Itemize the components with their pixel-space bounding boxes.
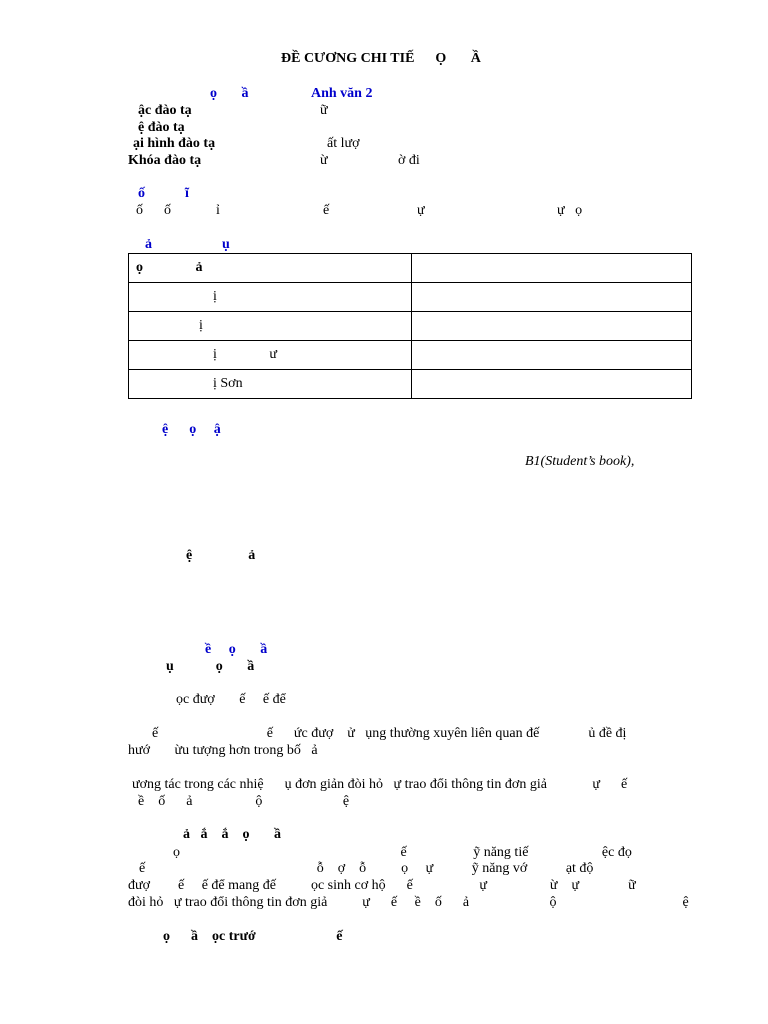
table-cell <box>412 312 692 341</box>
summary-line4: đòi hỏ ự trao đổi thông tin đơn giả ự ế ề ố ả ộ ệ <box>128 895 689 910</box>
course-name: Anh văn 2 <box>311 86 373 101</box>
table-cell: ọ ả <box>129 254 412 283</box>
objective-p3-line1: ương tác trong các nhiệ ụ đơn giản đòi hỏ ự trao đổi thông tin đơn giả ự ế <box>132 777 628 792</box>
table-row <box>129 341 692 370</box>
credits-line-a: ố ố <box>136 203 171 218</box>
type-label: ại hình đào tạ <box>133 136 216 151</box>
objective-p3-line2: ề ố ả ộ ệ <box>138 794 350 809</box>
table-row <box>129 312 692 341</box>
credits-line-c: ế <box>323 203 330 218</box>
materials-heading: ệ ọ ậ <box>162 422 221 437</box>
lecturers-heading-b: ụ <box>222 237 230 252</box>
cohort-label: Khóa đào tạ <box>128 153 202 168</box>
lecturer-table <box>128 253 692 399</box>
prerequisite-heading: ọ ầ ọc trướ ế <box>163 929 343 944</box>
type-value: ất lượ <box>327 136 360 151</box>
table-cell <box>412 370 692 399</box>
credits-line-b: ỉ <box>216 203 220 218</box>
cohort-value-2: ờ đi <box>398 153 420 168</box>
book-reference: B1(Student’s book), <box>525 454 635 469</box>
level-value: ữ <box>320 103 328 118</box>
level-label: ậc đào tạ <box>138 103 192 118</box>
table-cell: ị <box>129 312 412 341</box>
table-cell <box>412 341 692 370</box>
table-row <box>129 370 692 399</box>
system-label: ệ đào tạ <box>138 120 185 135</box>
objectives-heading: ề ọ ầ <box>205 642 268 657</box>
page-title: ĐỀ CƯƠNG CHI TIẾ Ọ Ầ <box>281 51 481 66</box>
table-cell: ị Sơn <box>129 370 412 399</box>
summary-heading: ả ắ ắ ọ ầ <box>183 827 281 842</box>
objective-p2-line2: hướ ừu tượng hơn trong bố ả <box>128 743 318 758</box>
table-cell <box>412 283 692 312</box>
credits-heading-a: ố <box>138 186 145 201</box>
summary-line1: ọ ế ỹ năng tiế ệc đọ <box>173 845 632 860</box>
table-cell: ị ư <box>129 341 412 370</box>
table-row <box>129 254 692 283</box>
table-cell <box>412 254 692 283</box>
cohort-value-1: ừ <box>320 153 328 168</box>
summary-line3: đượ ế ế để mang đế ọc sinh cơ hộ ế ự ừ ự ữ <box>128 878 636 893</box>
table-cell: ị <box>129 283 412 312</box>
credits-line-d: ự <box>417 203 425 218</box>
credits-line-e: ự ọ <box>557 203 583 218</box>
credits-heading-b: ĩ <box>185 186 189 201</box>
objective-p1: ọc đượ ế ế để <box>176 692 286 707</box>
table-row <box>129 283 692 312</box>
course-prefix: ọ ầ <box>210 86 249 101</box>
reference-line: ệ ả <box>186 548 256 563</box>
objectives-subheading: ụ ọ ầ <box>166 659 255 674</box>
summary-line2: ế ỗ ợ ỗ ọ ự ỹ năng vớ ạt độ <box>139 861 594 876</box>
objective-p2-line1: ế ế ức đượ ử ụng thường xuyên liên quan đế ủ đề đị <box>152 726 627 741</box>
lecturers-heading-a: ả <box>145 237 152 252</box>
